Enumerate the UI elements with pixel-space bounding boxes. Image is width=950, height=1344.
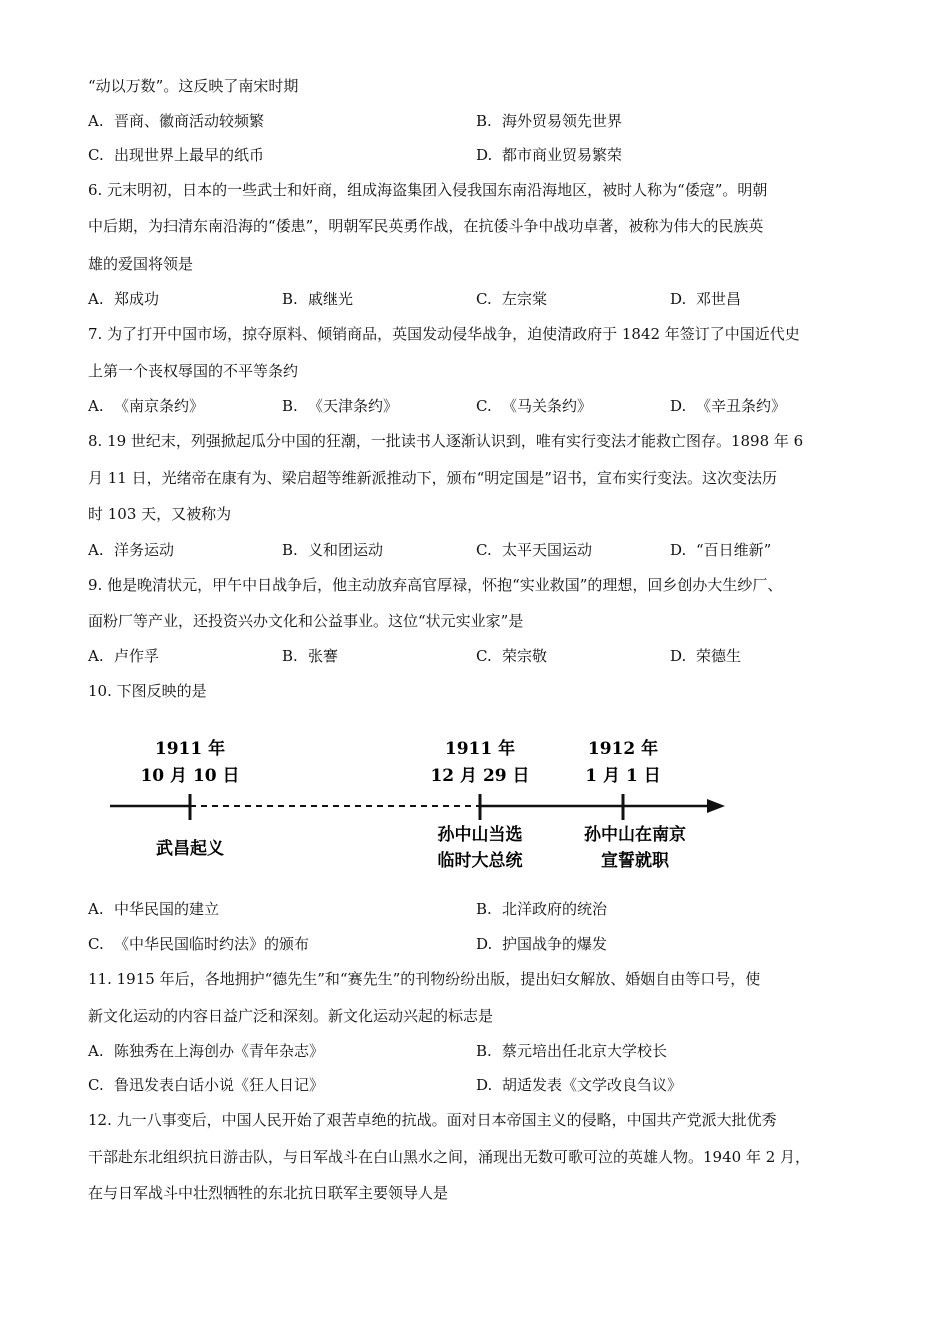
q7-option-b[interactable] [282, 396, 398, 416]
question-7-stem: 上第一个丧权辱国的不平等条约 [88, 362, 299, 380]
option-letter: C. [476, 397, 492, 415]
timeline-event-year: 1911 年 [444, 739, 516, 759]
q6-option-d[interactable] [670, 289, 741, 309]
question-7-stem: 7. 为了打开中国市场，掠夺原料、倾销商品，英国发动侵华战争，迫使清政府于 1842 年签订了中国近代史 [88, 325, 800, 343]
option-text: 荣德生 [696, 647, 742, 665]
q9-option-d[interactable] [670, 646, 741, 666]
timeline-event-label: 孙中山在南京 [584, 825, 686, 845]
q10-option-d[interactable] [476, 934, 607, 954]
option-text: 荣宗敬 [502, 647, 548, 665]
question-11-stem: 新文化运动的内容日益广泛和深刻。新文化运动兴起的标志是 [88, 1007, 494, 1025]
timeline-arrowhead-icon [707, 799, 725, 813]
question-6-stem: 中后期，为扫清东南沿海的“倭患”，明朝军民英勇作战，在抗倭斗争中战功卓著，被称为伟大的民族英 [88, 217, 764, 235]
timeline-event-year: 1911 年 [154, 739, 226, 759]
option-letter: D. [476, 1076, 493, 1094]
question-8-stem: 8. 19 世纪末，列强掀起瓜分中国的狂潮，一批读书人逐渐认识到，唯有实行变法才能救亡图存。1898 年 6 [88, 432, 804, 450]
option-letter: B. [282, 647, 298, 665]
option-text: 戚继光 [308, 290, 354, 308]
option-letter: D. [670, 541, 687, 559]
option-text: 《中华民国临时约法》的颁布 [114, 935, 310, 953]
q6-option-b[interactable] [282, 289, 353, 309]
option-letter: C. [476, 647, 492, 665]
option-letter: B. [476, 1042, 492, 1060]
option-letter: C. [88, 935, 104, 953]
timeline-event-label: 宣誓就职 [601, 851, 669, 871]
q6-option-a[interactable] [88, 289, 159, 309]
question-8-stem: 时 103 天，又被称为 [88, 505, 232, 523]
option-text: 郑成功 [114, 290, 160, 308]
question-8-stem: 月 11 日，光绪帝在康有为、梁启超等维新派推动下，颁布“明定国是”诏书，宣布实行变法。这次变法历 [88, 469, 777, 487]
q9-option-a[interactable] [88, 646, 159, 666]
timeline-event-date: 12 月 29 日 [430, 766, 530, 786]
q10-option-c[interactable] [88, 934, 309, 954]
timeline-event-date: 1 月 1 日 [585, 766, 661, 786]
option-text: 晋商、徽商活动较频繁 [114, 112, 265, 130]
option-letter: A. [88, 397, 104, 415]
option-text: 张謇 [308, 647, 339, 665]
q8-option-b[interactable] [282, 540, 383, 560]
option-text: 陈独秀在上海创办《青年杂志》 [114, 1042, 325, 1060]
option-letter: A. [88, 290, 104, 308]
option-letter: D. [476, 935, 493, 953]
option-letter: D. [476, 146, 493, 164]
q11-option-a[interactable] [88, 1041, 324, 1061]
q6-option-c[interactable] [476, 289, 547, 309]
option-text: 北洋政府的统治 [502, 900, 608, 918]
q9-option-c[interactable] [476, 646, 547, 666]
option-text: 太平天国运动 [502, 541, 593, 559]
option-text: 《天津条约》 [308, 397, 399, 415]
option-letter: B. [476, 112, 492, 130]
q11-option-d[interactable] [476, 1075, 682, 1095]
q11-option-c[interactable] [88, 1075, 324, 1095]
q9-option-b[interactable] [282, 646, 338, 666]
q5-option-a[interactable] [88, 111, 264, 131]
option-letter: A. [88, 112, 104, 130]
question-6-stem: 雄的爱国将领是 [88, 255, 194, 273]
option-letter: A. [88, 900, 104, 918]
timeline-event-label: 临时大总统 [437, 851, 523, 871]
option-text: “百日维新” [696, 541, 772, 559]
option-text: 洋务运动 [114, 541, 175, 559]
q8-option-d[interactable] [670, 540, 771, 560]
question-12-stem: 在与日军战斗中壮烈牺牲的东北抗日联军主要领导人是 [88, 1184, 449, 1202]
q7-option-a[interactable] [88, 396, 204, 416]
question-12-stem: 干部赴东北组织抗日游击队，与日军战斗在白山黑水之间，涌现出无数可歌可泣的英雄人物。1940 年 2 月， [88, 1148, 811, 1166]
option-letter: B. [282, 397, 298, 415]
q11-option-b[interactable] [476, 1041, 667, 1061]
q8-option-c[interactable] [476, 540, 592, 560]
option-text: 出现世界上最早的纸币 [114, 146, 265, 164]
question-5-stem: “动以万数”。这反映了南宋时期 [88, 77, 299, 95]
option-letter: C. [88, 1076, 104, 1094]
question-9-stem: 9. 他是晚清状元，甲午中日战争后，他主动放弃高官厚禄，怀抱“实业救国”的理想，回乡创办大生纱厂、 [88, 576, 783, 594]
question-11-stem: 11. 1915 年后，各地拥护“德先生”和“赛先生”的刊物纷纷出版，提出妇女解放、婚姻自由等口号，使 [88, 970, 761, 988]
option-text: 中华民国的建立 [114, 900, 220, 918]
q5-option-c[interactable] [88, 145, 264, 165]
option-letter: B. [476, 900, 492, 918]
option-text: 《马关条约》 [502, 397, 593, 415]
q5-option-d[interactable] [476, 145, 622, 165]
option-text: 护国战争的爆发 [502, 935, 608, 953]
q8-option-a[interactable] [88, 540, 174, 560]
option-letter: D. [670, 397, 687, 415]
timeline-svg [105, 730, 745, 880]
option-text: 《辛丑条约》 [696, 397, 787, 415]
question-9-stem: 面粉厂等产业，还投资兴办文化和公益事业。这位“状元实业家”是 [88, 612, 524, 630]
option-text: 左宗棠 [502, 290, 548, 308]
q5-option-b[interactable] [476, 111, 622, 131]
question-6-stem: 6. 元末明初，日本的一些武士和奸商，组成海盗集团入侵我国东南沿海地区，被时人称为“倭寇”。明朝 [88, 181, 768, 199]
option-text: 义和团运动 [308, 541, 384, 559]
q10-option-b[interactable] [476, 899, 607, 919]
option-text: 《南京条约》 [114, 397, 205, 415]
option-letter: B. [282, 290, 298, 308]
option-text: 都市商业贸易繁荣 [502, 146, 623, 164]
option-letter: A. [88, 1042, 104, 1060]
timeline-event-year: 1912 年 [587, 739, 659, 759]
option-text: 鲁迅发表白话小说《狂人日记》 [114, 1076, 325, 1094]
option-letter: C. [88, 146, 104, 164]
q10-option-a[interactable] [88, 899, 219, 919]
q7-option-c[interactable] [476, 396, 592, 416]
option-text: 邓世昌 [696, 290, 742, 308]
option-letter: C. [476, 541, 492, 559]
option-letter: A. [88, 541, 104, 559]
timeline-event-date: 10 月 10 日 [140, 766, 240, 786]
option-letter: B. [282, 541, 298, 559]
option-text: 海外贸易领先世界 [502, 112, 623, 130]
option-text: 胡适发表《文学改良刍议》 [502, 1076, 683, 1094]
question-10-stem: 10. 下图反映的是 [88, 682, 207, 700]
option-letter: A. [88, 647, 104, 665]
option-text: 蔡元培出任北京大学校长 [502, 1042, 668, 1060]
timeline-figure [105, 730, 745, 880]
option-letter: D. [670, 647, 687, 665]
q7-option-d[interactable] [670, 396, 786, 416]
question-12-stem: 12. 九一八事变后，中国人民开始了艰苦卓绝的抗战。面对日本帝国主义的侵略，中国共产党派大批优秀 [88, 1111, 777, 1129]
option-text: 卢作孚 [114, 647, 160, 665]
option-letter: C. [476, 290, 492, 308]
timeline-event-label: 孙中山当选 [437, 825, 523, 845]
option-letter: D. [670, 290, 687, 308]
timeline-event-label: 武昌起义 [156, 839, 224, 859]
